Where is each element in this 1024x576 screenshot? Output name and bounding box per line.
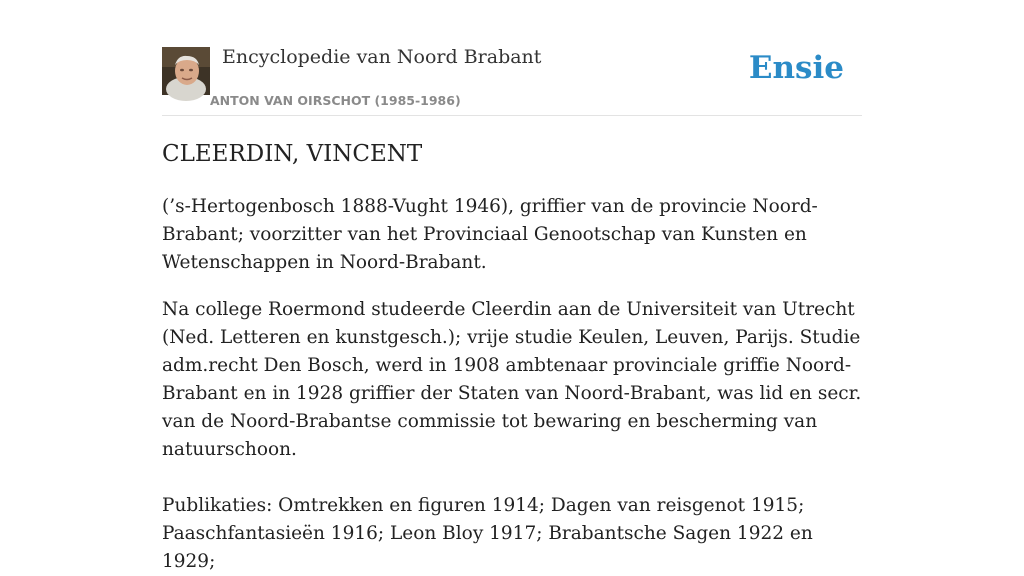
- author-avatar[interactable]: [162, 47, 210, 95]
- entry-content: [162, 138, 862, 576]
- site-title[interactable]: Encyclopedie van Noord Brabant: [222, 46, 542, 68]
- site-header: [162, 0, 862, 116]
- author-portrait-icon: [162, 47, 210, 95]
- entry-title: CLEERDIN, VINCENT: [162, 141, 423, 167]
- ensie-logo[interactable]: Ensie: [748, 50, 844, 86]
- entry-paragraph-publications: Publikaties: Omtrekken en figuren 1914; Dagen van reisgenot 1915; Paaschfantasieën 1916; Leon Bloy 1917; Brabantsche Sagen 1922 en 1929;: [162, 495, 813, 572]
- entry-paragraph-intro: (’s-Hertogenbosch 1888-Vught 1946), griffier van de provincie Noord-Brabant; voorzitter van het Provinciaal Genootschap van Kunsten en Wetenschappen in Noord-Brabant.: [162, 196, 818, 273]
- author-name[interactable]: ANTON VAN OIRSCHOT (1985-1986): [210, 93, 461, 108]
- entry-paragraph-biography: Na college Roermond studeerde Cleerdin aan de Universiteit van Utrecht (Ned. Letteren en kunstgesch.); vrije studie Keulen, Leuven, Parijs. Studie adm.recht Den Bosch, werd in 1908 ambtenaar provinciale griffie Noord-Brabant en in 1928 griffier der Staten van Noord-Brabant, was lid en secr. van de Noord-Brabantse commissie tot bewaring en bescherming van natuurschoon.: [162, 299, 862, 460]
